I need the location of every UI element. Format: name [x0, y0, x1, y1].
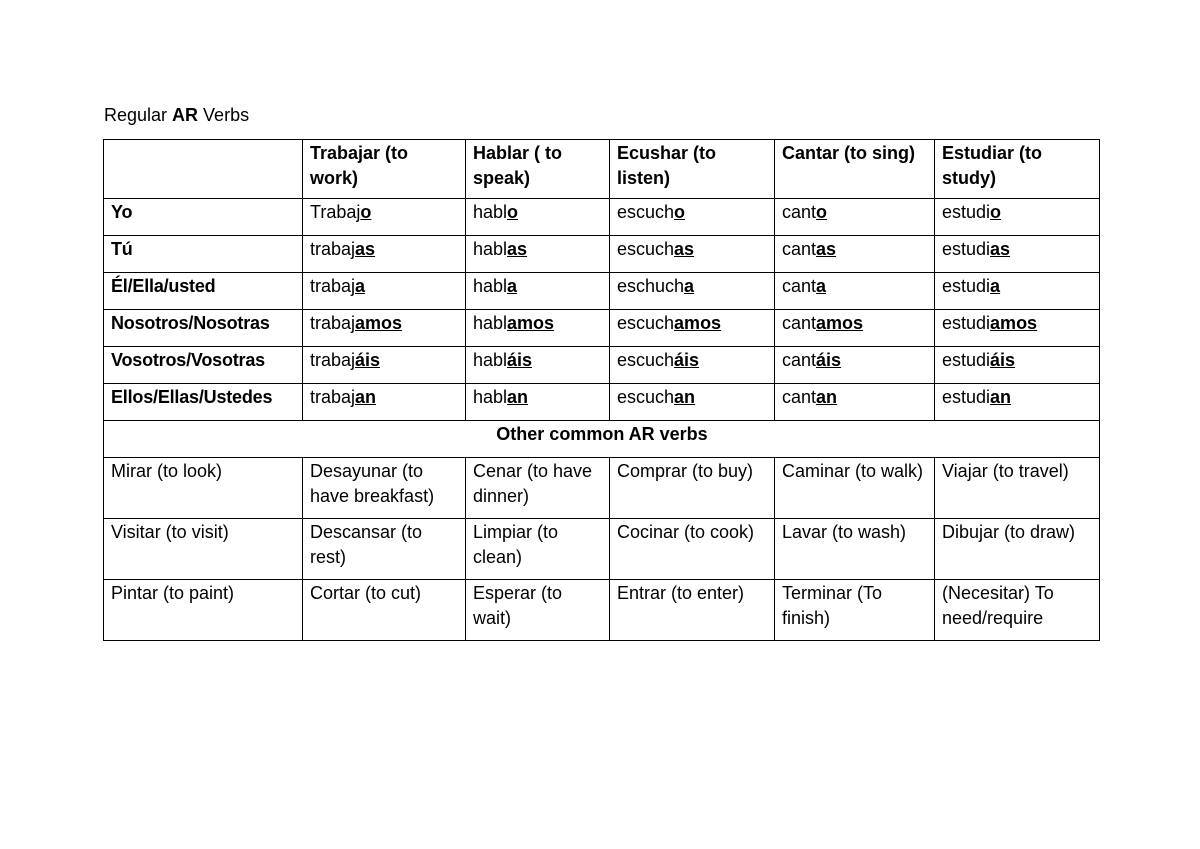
conjugation-cell — [303, 384, 466, 421]
other-verb-cell: Cocinar (to cook) — [610, 519, 775, 580]
verb-ending: o — [507, 202, 519, 222]
verb-ending: a — [355, 276, 366, 296]
conjugation-cell — [935, 310, 1100, 347]
verb-ending: an — [355, 387, 377, 407]
verb-stem: habl — [473, 313, 508, 333]
header-cell: Estudiar (to study) — [935, 140, 1100, 199]
verb-stem: trabaj — [310, 239, 356, 259]
conjugation-cell — [466, 273, 610, 310]
verb-stem: escuch — [617, 202, 675, 222]
other-verb-cell: Cenar (to have dinner) — [466, 458, 610, 519]
verb-ending: áis — [990, 350, 1016, 370]
other-verb-cell: Terminar (To finish) — [775, 580, 935, 641]
other-verb-cell: Caminar (to walk) — [775, 458, 935, 519]
conjugation-cell — [610, 236, 775, 273]
other-verb-cell: Entrar (to enter) — [610, 580, 775, 641]
conjugation-cell — [775, 310, 935, 347]
verb-ending: áis — [507, 350, 533, 370]
conjugation-cell — [935, 199, 1100, 236]
verb-stem: estudi — [942, 350, 991, 370]
verb-ending: an — [990, 387, 1012, 407]
verb-ending: o — [816, 202, 828, 222]
other-verb-row — [104, 519, 1100, 580]
verb-stem: escuch — [617, 313, 675, 333]
verb-stem: trabaj — [310, 276, 356, 296]
verb-ending: amos — [355, 313, 403, 333]
pronoun-cell: Nosotros/Nosotras — [104, 310, 303, 347]
verb-stem: estudi — [942, 202, 991, 222]
title-suffix: Verbs — [198, 105, 250, 125]
conjugation-cell — [466, 236, 610, 273]
pronoun-cell: Tú — [104, 236, 303, 273]
conjugation-cell — [935, 236, 1100, 273]
conjugation-cell — [775, 273, 935, 310]
conjugation-cell — [935, 273, 1100, 310]
title-bold: AR — [172, 105, 199, 125]
other-verb-rows — [104, 458, 1100, 641]
header-cell: Hablar ( to speak) — [466, 140, 610, 199]
conjugation-cell — [775, 236, 935, 273]
other-verb-cell: Dibujar (to draw) — [935, 519, 1100, 580]
header-cell: Ecushar (to listen) — [610, 140, 775, 199]
other-verb-cell: Limpiar (to clean) — [466, 519, 610, 580]
conjugation-rows — [104, 199, 1100, 421]
verb-stem: estudi — [942, 313, 991, 333]
verb-ending: as — [674, 239, 695, 259]
other-verb-cell: Cortar (to cut) — [303, 580, 466, 641]
other-verb-cell: Desayunar (to have breakfast) — [303, 458, 466, 519]
conjugation-cell — [303, 236, 466, 273]
other-verb-cell: (Necesitar) To need/require — [935, 580, 1100, 641]
verb-stem: cant — [782, 313, 817, 333]
verb-ending: amos — [816, 313, 864, 333]
verb-stem: cant — [782, 239, 817, 259]
verb-stem: Trabaj — [310, 202, 361, 222]
conjugation-row — [104, 199, 1100, 236]
conjugation-cell — [935, 347, 1100, 384]
verb-stem: habl — [473, 239, 508, 259]
verb-stem: cant — [782, 387, 817, 407]
other-verb-cell: Comprar (to buy) — [610, 458, 775, 519]
verb-ending: amos — [990, 313, 1038, 333]
title-prefix: Regular — [104, 105, 173, 125]
verb-stem: habl — [473, 350, 508, 370]
other-verb-cell: Viajar (to travel) — [935, 458, 1100, 519]
verb-stem: trabaj — [310, 313, 356, 333]
conjugation-cell — [610, 273, 775, 310]
verb-stem: habl — [473, 387, 508, 407]
conjugation-row — [104, 273, 1100, 310]
verb-ending: a — [507, 276, 518, 296]
conjugation-cell — [466, 310, 610, 347]
verb-table — [103, 139, 1100, 641]
verb-stem: estudi — [942, 387, 991, 407]
conjugation-cell — [610, 310, 775, 347]
verb-stem: trabaj — [310, 350, 356, 370]
verb-stem: estudi — [942, 276, 991, 296]
verb-stem: cant — [782, 276, 817, 296]
verb-stem: habl — [473, 276, 508, 296]
verb-ending: áis — [355, 350, 381, 370]
conjugation-cell — [935, 384, 1100, 421]
verb-ending: an — [507, 387, 529, 407]
conjugation-cell — [610, 199, 775, 236]
verb-stem: trabaj — [310, 387, 356, 407]
conjugation-cell — [466, 347, 610, 384]
verb-ending: as — [355, 239, 376, 259]
other-verb-cell: Mirar (to look) — [104, 458, 303, 519]
verb-stem: habl — [473, 202, 508, 222]
verb-stem: escuch — [617, 239, 675, 259]
header-corner-cell — [104, 140, 303, 199]
verb-ending: a — [990, 276, 1001, 296]
verb-stem: cant — [782, 202, 817, 222]
verb-stem: cant — [782, 350, 817, 370]
conjugation-cell — [303, 273, 466, 310]
verb-stem: escuch — [617, 387, 675, 407]
other-verb-cell: Descansar (to rest) — [303, 519, 466, 580]
subheading-row — [104, 421, 1100, 458]
other-verb-row — [104, 580, 1100, 641]
conjugation-cell — [303, 347, 466, 384]
conjugation-cell — [775, 199, 935, 236]
pronoun-cell: Ellos/Ellas/Ustedes — [104, 384, 303, 421]
conjugation-cell — [610, 347, 775, 384]
verb-ending: áis — [816, 350, 842, 370]
conjugation-cell — [466, 199, 610, 236]
header-cell: Cantar (to sing) — [775, 140, 935, 199]
conjugation-cell — [610, 384, 775, 421]
verb-ending: a — [684, 276, 695, 296]
verb-ending: a — [816, 276, 827, 296]
conjugation-cell — [775, 384, 935, 421]
verb-ending: as — [990, 239, 1011, 259]
pronoun-cell: Vosotros/Vosotras — [104, 347, 303, 384]
conjugation-row — [104, 236, 1100, 273]
verb-ending: an — [816, 387, 838, 407]
other-verb-cell: Lavar (to wash) — [775, 519, 935, 580]
conjugation-row — [104, 310, 1100, 347]
pronoun-cell: Él/Ella/usted — [104, 273, 303, 310]
verb-ending: an — [674, 387, 696, 407]
verb-ending: o — [674, 202, 686, 222]
verb-ending: amos — [507, 313, 555, 333]
verb-stem: escuch — [617, 350, 675, 370]
other-verb-cell: Esperar (to wait) — [466, 580, 610, 641]
conjugation-cell — [303, 310, 466, 347]
header-row — [104, 140, 1100, 199]
conjugation-cell — [466, 384, 610, 421]
verb-ending: as — [816, 239, 837, 259]
conjugation-cell — [303, 199, 466, 236]
conjugation-cell — [775, 347, 935, 384]
other-verbs-heading: Other common AR verbs — [104, 421, 1100, 458]
conjugation-row — [104, 347, 1100, 384]
verb-ending: as — [507, 239, 528, 259]
other-verb-cell: Pintar (to paint) — [104, 580, 303, 641]
other-verb-row — [104, 458, 1100, 519]
verb-stem: eschuch — [617, 276, 685, 296]
verb-ending: o — [360, 202, 372, 222]
pronoun-cell: Yo — [104, 199, 303, 236]
conjugation-row — [104, 384, 1100, 421]
other-verb-cell: Visitar (to visit) — [104, 519, 303, 580]
page-title — [104, 104, 249, 126]
verb-ending: o — [990, 202, 1002, 222]
verb-stem: estudi — [942, 239, 991, 259]
verb-ending: áis — [674, 350, 700, 370]
verb-ending: amos — [674, 313, 722, 333]
header-cell: Trabajar (to work) — [303, 140, 466, 199]
